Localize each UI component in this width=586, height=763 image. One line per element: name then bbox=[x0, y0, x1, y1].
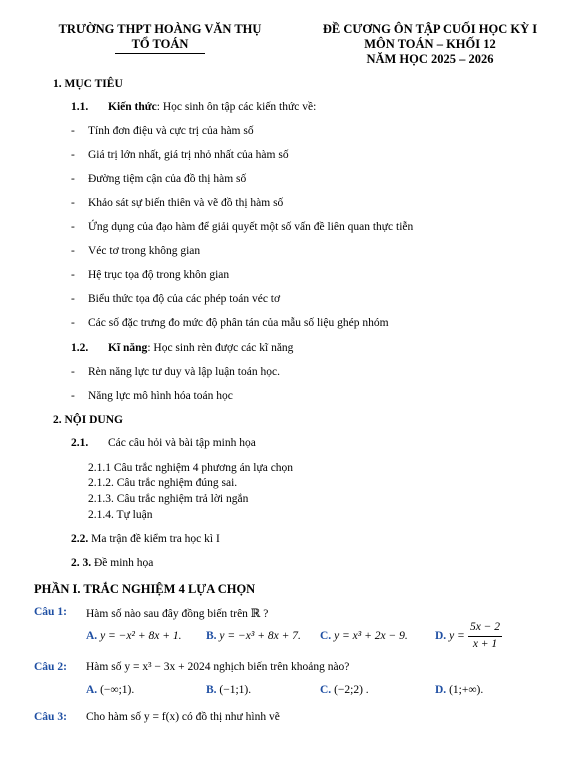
school-year: NĂM HỌC 2025 – 2026 bbox=[366, 52, 494, 66]
section-1-title: 1. MỤC TIÊU bbox=[53, 78, 123, 90]
list-item: Ứng dụng của đạo hàm để giải quyết một số vấn đề liên quan thực tiễn bbox=[88, 221, 414, 233]
bullet-dash: - bbox=[71, 269, 75, 281]
option-d-numerator: 5x − 2 bbox=[469, 621, 501, 633]
q2-option-a bbox=[86, 684, 134, 696]
option-c-text: (−2;2) . bbox=[334, 684, 369, 696]
question-3-label: Câu 3: bbox=[34, 711, 67, 723]
subsection-2-3-text: Đề minh họa bbox=[91, 557, 154, 569]
bullet-dash: - bbox=[71, 125, 75, 137]
sub-item: 2.1.3. Câu trắc nghiệm trả lời ngắn bbox=[88, 493, 249, 505]
list-item: Các số đặc trưng đo mức độ phân tán của mẫu số liệu ghép nhóm bbox=[88, 317, 389, 329]
q1-option-c bbox=[320, 630, 408, 642]
question-2-text: Hàm số y = x³ − 3x + 2024 nghịch biến trên khoảng nào? bbox=[86, 661, 350, 673]
option-c-label: C. bbox=[320, 684, 332, 696]
q1-option-d bbox=[435, 630, 465, 642]
bullet-dash: - bbox=[71, 245, 75, 257]
option-b-label: B. bbox=[206, 684, 217, 696]
list-item: Rèn năng lực tư duy và lập luận toán học. bbox=[88, 366, 280, 378]
bullet-dash: - bbox=[71, 366, 75, 378]
option-a-label: A. bbox=[86, 630, 98, 642]
option-d-prefix: y = bbox=[449, 630, 465, 642]
subsection-1-1-text: : Học sinh ôn tập các kiến thức về: bbox=[156, 101, 317, 113]
subsection-1-1-number: 1.1. bbox=[71, 101, 89, 113]
q1-option-b bbox=[206, 630, 301, 642]
part-1-title: PHẦN I. TRẮC NGHIỆM 4 LỰA CHỌN bbox=[34, 582, 256, 596]
doc-title: ĐỀ CƯƠNG ÔN TẬP CUỐI HỌC KỲ I bbox=[322, 22, 538, 36]
subsection-2-3-number: 2. 3. bbox=[71, 557, 92, 569]
option-c-label: C. bbox=[320, 630, 332, 642]
list-item: Hệ trục tọa độ trong khôn gian bbox=[88, 269, 230, 281]
option-a-text: (−∞;1). bbox=[100, 684, 135, 696]
question-3-text: Cho hàm số y = f(x) có đồ thị như hình vẽ bbox=[86, 711, 280, 723]
bullet-dash: - bbox=[71, 317, 75, 329]
section-2-title: 2. NỘI DUNG bbox=[53, 414, 123, 426]
option-b-label: B. bbox=[206, 630, 217, 642]
subsection-1-2-number: 1.2. bbox=[71, 342, 89, 354]
bullet-dash: - bbox=[71, 197, 75, 209]
q1-option-a bbox=[86, 630, 182, 642]
bullet-dash: - bbox=[71, 173, 75, 185]
question-1-text: Hàm số nào sau đây đồng biến trên ℝ ? bbox=[86, 608, 269, 620]
option-d-label: D. bbox=[435, 630, 447, 642]
sub-item: 2.1.2. Câu trắc nghiệm đúng sai. bbox=[88, 477, 238, 489]
list-item: Khảo sát sự biến thiên và vẽ đồ thị hàm số bbox=[88, 197, 284, 209]
option-d-denominator: x + 1 bbox=[472, 638, 498, 650]
subsection-2-2-number: 2.2. bbox=[71, 533, 89, 545]
q2-option-b bbox=[206, 684, 251, 696]
subsection-2-2 bbox=[71, 533, 220, 545]
sub-item: 2.1.1 Câu trắc nghiệm 4 phương án lựa chọn bbox=[88, 462, 294, 474]
option-a-label: A. bbox=[86, 684, 98, 696]
list-item: Biểu thức tọa độ của các phép toán véc tơ bbox=[88, 293, 281, 305]
sub-item: 2.1.4. Tự luận bbox=[88, 509, 153, 521]
option-b-text: (−1;1). bbox=[219, 684, 252, 696]
option-a-text: y = −x² + 8x + 1. bbox=[100, 630, 182, 642]
bullet-dash: - bbox=[71, 390, 75, 402]
option-d-text: (1;+∞). bbox=[449, 684, 484, 696]
subsection-1-2 bbox=[71, 342, 293, 354]
department-name: TỔ TOÁN bbox=[131, 37, 189, 51]
question-2-label: Câu 2: bbox=[34, 661, 67, 673]
subsection-2-2-text: Ma trận đề kiểm tra học kì I bbox=[88, 533, 220, 545]
option-b-text: y = −x³ + 8x + 7. bbox=[219, 630, 301, 642]
subsection-1-1 bbox=[71, 101, 316, 113]
q2-option-c bbox=[320, 684, 369, 696]
list-item: Năng lực mô hình hóa toán học bbox=[88, 390, 233, 402]
school-name: TRƯỜNG THPT HOÀNG VĂN THỤ bbox=[58, 22, 262, 36]
option-d-label: D. bbox=[435, 684, 447, 696]
header-underline bbox=[115, 53, 205, 54]
fraction-bar bbox=[468, 636, 502, 637]
list-item: Giá trị lớn nhất, giá trị nhỏ nhất của hàm số bbox=[88, 149, 289, 161]
subsection-1-1-keyword: Kiến thức bbox=[108, 101, 157, 113]
bullet-dash: - bbox=[71, 221, 75, 233]
subsection-1-2-text: : Học sinh rèn được các kĩ năng bbox=[147, 342, 294, 354]
q2-option-d bbox=[435, 684, 483, 696]
list-item: Véc tơ trong không gian bbox=[88, 245, 201, 257]
bullet-dash: - bbox=[71, 149, 75, 161]
subsection-2-1 bbox=[71, 437, 256, 449]
bullet-dash: - bbox=[71, 293, 75, 305]
list-item: Đường tiệm cận của đồ thị hàm số bbox=[88, 173, 247, 185]
subsection-2-1-text: Các câu hỏi và bài tập minh họa bbox=[108, 437, 256, 449]
option-c-text: y = x³ + 2x − 9. bbox=[334, 630, 408, 642]
list-item: Tính đơn điệu và cực trị của hàm số bbox=[88, 125, 254, 137]
subsection-1-2-keyword: Kĩ năng bbox=[108, 342, 148, 354]
subsection-2-1-number: 2.1. bbox=[71, 437, 89, 449]
subject-line: MÔN TOÁN – KHỐI 12 bbox=[364, 37, 496, 51]
subsection-2-3 bbox=[71, 557, 153, 569]
question-1-label: Câu 1: bbox=[34, 606, 67, 618]
